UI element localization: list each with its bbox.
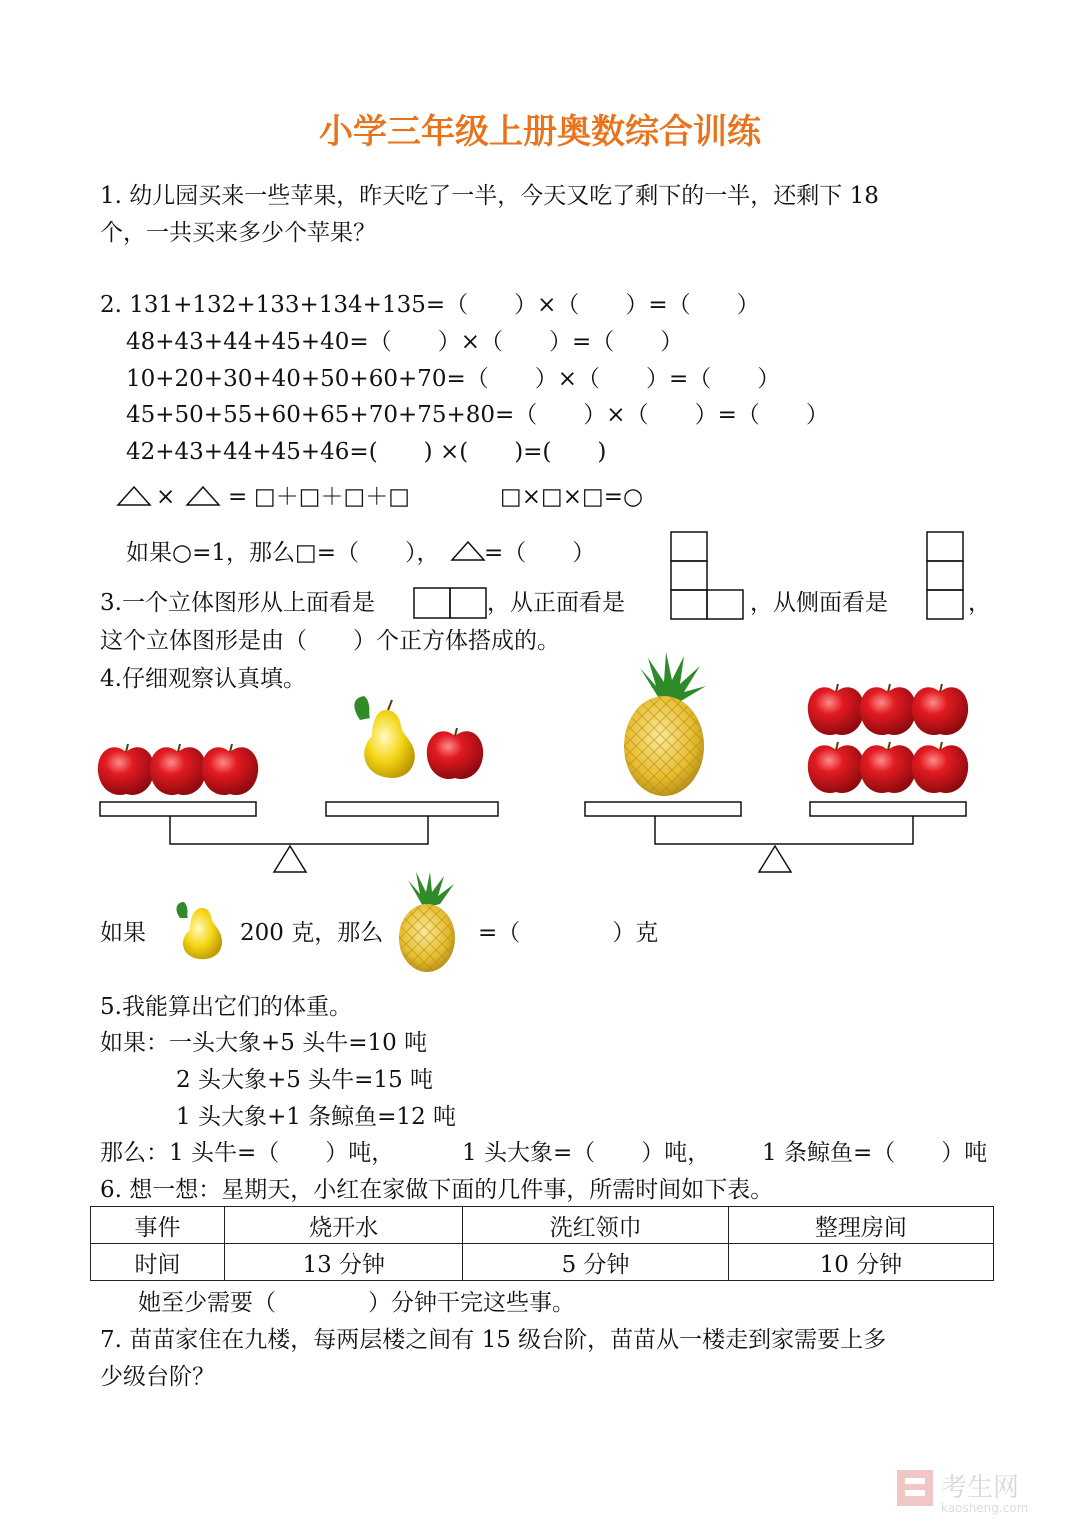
apple: [860, 684, 916, 735]
q3-part4: ，: [968, 590, 991, 616]
table-cell: 13 分钟: [225, 1244, 463, 1281]
q2-line2: 48+43+44+45+40=（ ）×（ ）=（ ）: [126, 329, 684, 355]
times-sign: ×: [156, 484, 176, 510]
apple: [808, 742, 864, 793]
apple: [808, 684, 864, 735]
watermark-text: 考生网: [941, 1473, 1020, 1503]
apple: [150, 744, 206, 795]
pineapple: [624, 652, 706, 796]
table-header-cell: 洗红领巾: [463, 1207, 728, 1244]
q1-line1: 1. 幼儿园买来一些苹果，昨天吃了一半，今天又吃了剩下的一半，还剩下 18: [100, 183, 879, 209]
q4-fill-mid: 200 克，那么: [240, 920, 384, 946]
q3-part3: ，从侧面看是: [750, 590, 888, 616]
apple: [427, 728, 483, 779]
q5-answer-whale: 1 条鲸鱼=（ ）吨: [762, 1140, 988, 1166]
page-title: 小学三年级上册奥数综合训练: [319, 112, 761, 152]
watermark-url: kaosheng.com: [941, 1501, 1029, 1515]
q5-given-3: 1 头大象+1 条鲸鱼=12 吨: [176, 1104, 457, 1130]
q7-line1: 7. 苗苗家住在九楼，每两层楼之间有 15 级台阶，苗苗从一楼走到家需要上多: [100, 1327, 887, 1353]
q3-line2: 这个立体图形是由（ ）个正方体搭成的。: [100, 628, 560, 654]
q4-heading: 4.仔细观察认真填。: [100, 666, 306, 692]
pear: [354, 696, 414, 778]
balance-scales-illustration: [0, 650, 1080, 885]
q2-condition: 如果○=1，那么□=（ ），: [126, 540, 440, 566]
q5-given-2: 2 头大象+5 头牛=15 吨: [176, 1067, 434, 1093]
table-header-cell: 事件: [91, 1207, 225, 1244]
front-view-diagram: [670, 531, 744, 621]
apple: [860, 742, 916, 793]
triangle-icon: [116, 485, 156, 507]
q5-answer-elephant: 1 头大象=（ ）吨，: [462, 1140, 711, 1166]
table-cell: 10 分钟: [728, 1244, 993, 1281]
table-row: [91, 1244, 994, 1281]
q3-part1: 3.一个立体图形从上面看是: [100, 590, 375, 616]
side-view-diagram: [926, 531, 966, 621]
table-row: [91, 1207, 994, 1244]
q4-fill-suffix: =（ ）克: [478, 920, 659, 946]
equals-sign: =: [228, 484, 248, 510]
right-scale: [585, 652, 968, 872]
q5-heading: 5.我能算出它们的体重。: [100, 994, 352, 1020]
apple: [98, 744, 154, 795]
left-scale: [98, 696, 498, 872]
watermark-logo: [893, 1462, 1063, 1522]
q5-answer-cow: 那么：1 头牛=（ ）吨，: [100, 1140, 395, 1166]
q2-line5: 42+43+44+45+46=( ) ×( )=( ): [126, 439, 607, 465]
q2-condition-triangle: =（ ）: [484, 540, 596, 566]
square-sum: □＋□＋□＋□: [254, 484, 410, 510]
time-table: [90, 1206, 994, 1281]
table-header-cell: 烧开水: [225, 1207, 463, 1244]
q4-fill-prefix: 如果: [100, 920, 146, 946]
table-cell: 时间: [91, 1244, 225, 1281]
top-view-diagram: [413, 587, 487, 619]
pineapple-icon: [394, 872, 460, 974]
q6-heading: 6. 想一想：星期天，小红在家做下面的几件事，所需时间如下表。: [100, 1177, 774, 1203]
table-header-cell: 整理房间: [728, 1207, 993, 1244]
q2-line3: 10+20+30+40+50+60+70=（ ）×（ ）=（ ）: [126, 366, 781, 392]
q3-part2: ，从正面看是: [487, 590, 625, 616]
q2-line4: 45+50+55+60+65+70+75+80=（ ）×（ ）=（ ）: [126, 402, 829, 428]
q5-given-1: 如果：一头大象+5 头牛=10 吨: [100, 1030, 428, 1056]
q1-line2: 个，一共买来多少个苹果？: [100, 220, 376, 246]
q6-answer: 她至少需要（ ）分钟干完这些事。: [138, 1290, 575, 1316]
triangle-icon: [185, 485, 225, 507]
square-product: □×□×□=○: [500, 484, 644, 510]
apple: [912, 742, 968, 793]
apple: [202, 744, 258, 795]
pear-icon: [170, 900, 230, 962]
q7-line2: 少级台阶？: [100, 1364, 215, 1390]
apple: [912, 684, 968, 735]
table-cell: 5 分钟: [463, 1244, 728, 1281]
q2-line1: 2. 131+132+133+134+135=（ ）×（ ）=（ ）: [100, 292, 760, 318]
